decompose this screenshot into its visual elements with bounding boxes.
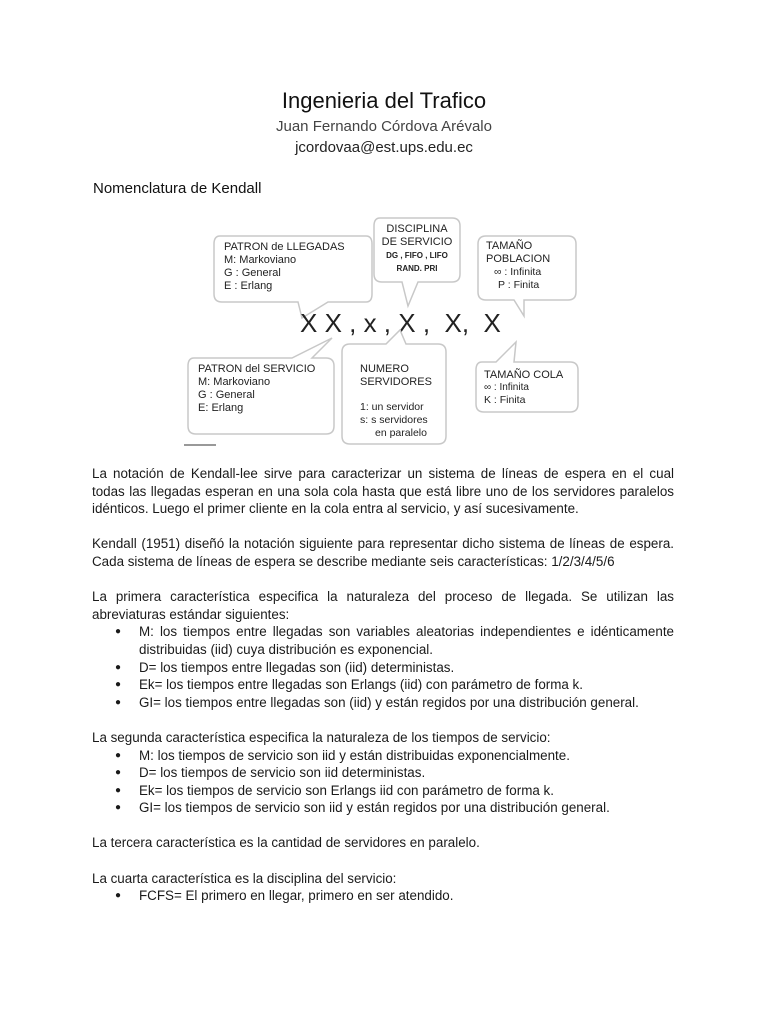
servers-line-1: 1: un servidor [360,401,424,413]
discipline-bullet-list [92,887,674,905]
kendall-diagram [180,212,600,452]
list-item: ● Ek= los tiempos entre llegadas son Erlangs (iid) con parámetro de forma k. [139,676,674,694]
servers-title-1: NUMERO [360,363,409,375]
service-title: PATRON del SERVICIO [198,363,316,375]
paragraph-second-characteristic: La segunda característica especifica la naturaleza de los tiempos de servicio: [92,729,551,745]
servers-line-2: s: s servidores [360,414,428,426]
section-heading: Nomenclatura de Kendall [93,180,262,197]
queue-line-2: K : Finita [484,394,526,406]
population-title-1: TAMAÑO [486,240,533,252]
service-line-2: G : General [198,389,255,401]
list-item: ● GI= los tiempos entre llegadas son (iid) y están regidos por una distribución general. [139,694,674,712]
discipline-small-2: RAND. PRI [396,264,438,273]
paragraph-intro: La notación de Kendall-lee sirve para caracterizar un sistema de líneas de espera en el cual todas las llegadas esperan en una sola cola hasta que está libre uno de los servidores paralelos idénticos. Luego el primer cliente en la cola entra al servicio, y así sucesivamente. [92,466,674,517]
queue-line-1: ∞ : Infinita [484,382,529,393]
list-item: ● M: los tiempos de servicio son iid y están distribuidas exponencialmente. [139,747,674,765]
arrival-bullet-list [92,623,674,711]
population-title-2: POBLACION [486,253,551,265]
service-bullet-list [92,747,674,817]
list-item: ● D= los tiempos entre llegadas son (iid) deterministas. [139,659,674,677]
paragraph-third-characteristic: La tercera característica es la cantidad de servidores en paralelo. [92,835,480,851]
list-item: ● GI= los tiempos de servicio son iid y están regidos por una distribución general. [139,799,674,817]
document-body [92,465,674,922]
author-email: jcordovaa@est.ups.edu.ec [295,139,473,156]
author-name: Juan Fernando Córdova Arévalo [276,118,492,135]
list-item: ● D= los tiempos de servicio son iid deterministas. [139,764,674,782]
discipline-title-1: DISCIPLINA [386,223,448,235]
servers-title-2: SERVIDORES [360,376,432,388]
population-line-1: ∞ : Infinita [494,266,542,278]
list-item: ● FCFS= El primero en llegar, primero en ser atendido. [139,887,674,905]
arrivals-line-3: E : Erlang [224,280,273,292]
arrivals-line-1: M: Markoviano [224,254,297,266]
paragraph-fourth-characteristic: La cuarta característica es la disciplina del servicio: [92,870,397,886]
list-item: ● Ek= los tiempos de servicio son Erlangs iid con parámetro de forma k. [139,782,674,800]
paragraph-first-characteristic: La primera característica especifica la naturaleza del proceso de llegada. Se utilizan las abreviaturas estándar siguientes: [92,589,674,622]
service-line-3: E: Erlang [198,402,244,414]
page-title: Ingenieria del Trafico [281,88,487,113]
kendall-diagram-svg [180,212,600,452]
discipline-title-2: DE SERVICIO [381,236,453,248]
discipline-small-1: DG , FIFO , LIFO [386,251,448,260]
list-item: ● M: los tiempos entre llegadas son variables aleatorias independientes e idénticamente distribuidas (iid) cuya distribución es exponencial. [139,623,674,658]
kendall-notation: X X , x , X , X, X [300,308,501,338]
arrivals-line-2: G : General [224,267,281,279]
population-line-2: P : Finita [498,279,540,291]
queue-title: TAMAÑO COLA [484,369,564,381]
service-line-1: M: Markoviano [198,376,271,388]
paragraph-kendall: Kendall (1951) diseñó la notación siguiente para representar dicho sistema de líneas de espera. Cada sistema de líneas de espera se describe mediante seis características: 1/2/3/4/5/6 [92,536,674,569]
arrivals-title: PATRON de LLEGADAS [224,241,345,253]
servers-line-3: en paralelo [375,427,427,439]
